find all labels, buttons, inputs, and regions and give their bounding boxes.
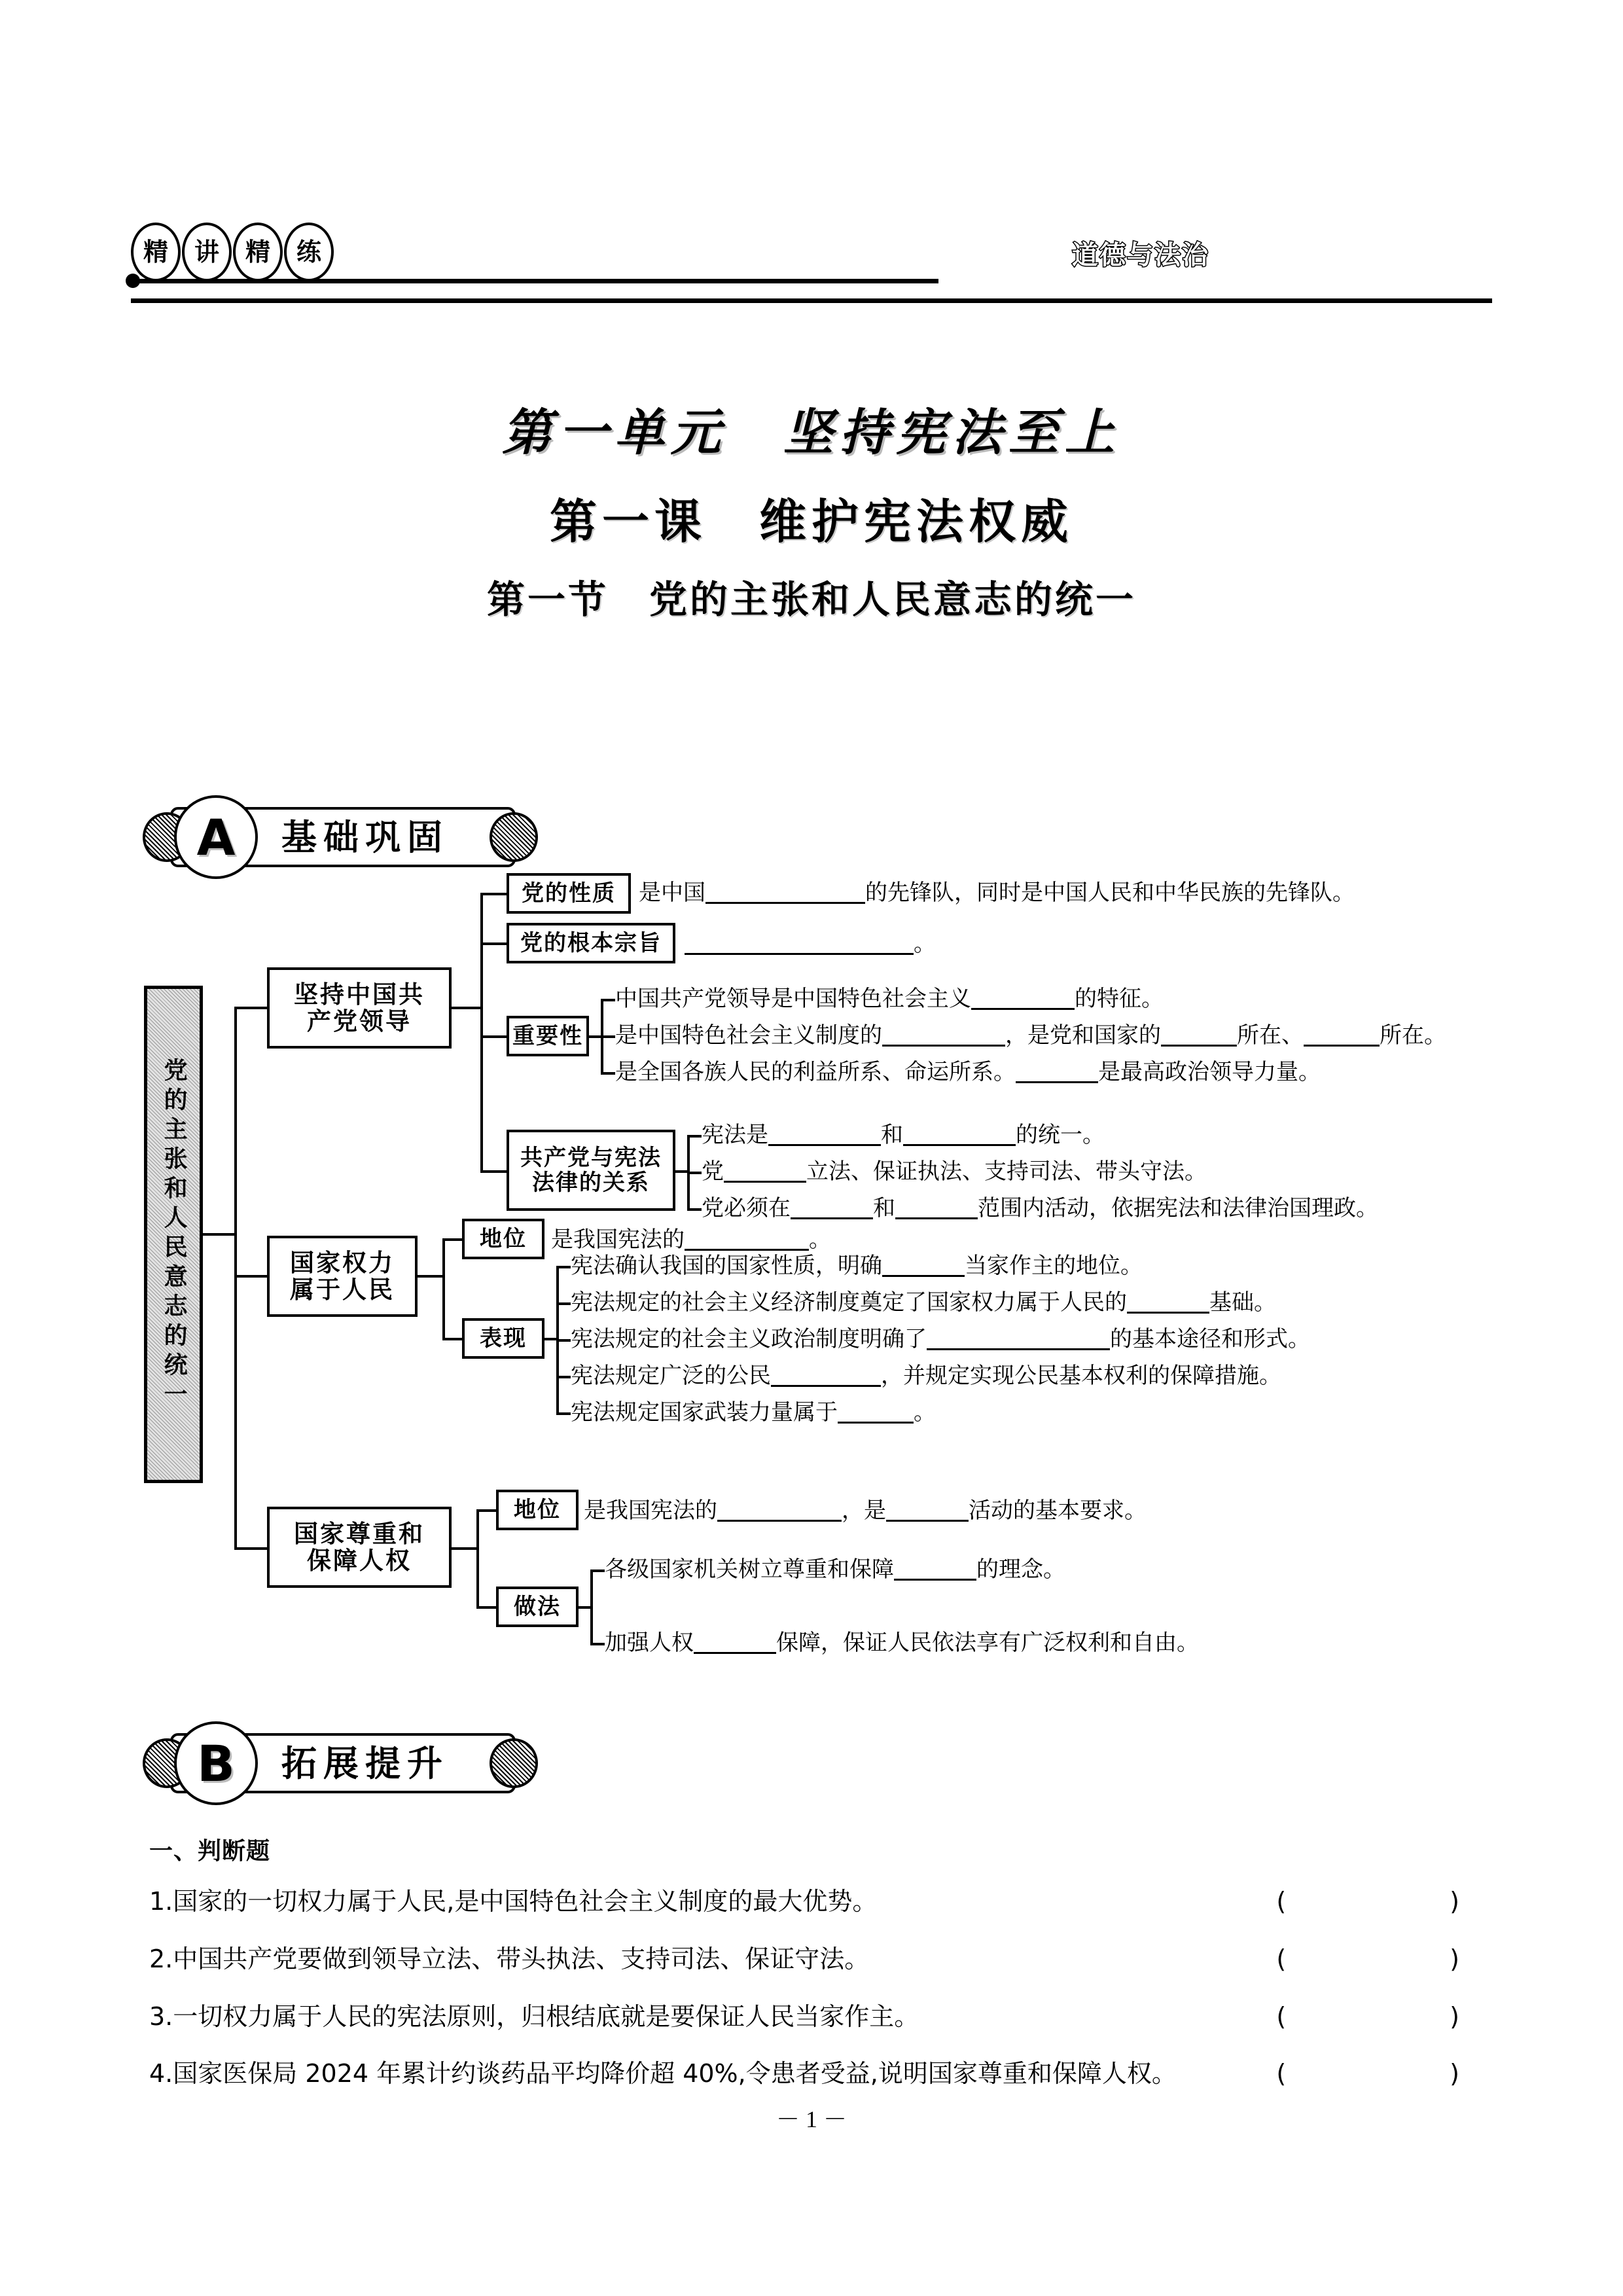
b2-line4-b: 的基本途径和形式。 [1110, 1327, 1310, 1352]
mindmap-node-importance: 重要性 [507, 1016, 589, 1056]
connector-b3-l3 [590, 1643, 605, 1645]
badge-a-right-ornament-icon [490, 812, 538, 862]
b1-line6-a: 宪法是 [702, 1123, 768, 1147]
connector-branch3 [234, 1547, 268, 1550]
b1-n4-line1: 共产党与宪法 [520, 1144, 662, 1171]
b3-line1-blank2[interactable] [886, 1520, 969, 1522]
question-3-answer-box[interactable]: ( ) [1276, 2001, 1497, 2031]
b1-line6-blank1[interactable] [768, 1144, 881, 1146]
section-title: 第一节 党的主张和人民意志的统一 [486, 577, 1136, 622]
connector-branch3-out [452, 1547, 479, 1550]
b2-line5-b: ，并规定实现公民基本权利的保障措施。 [881, 1364, 1281, 1388]
mindmap-node-status-human-rights: 地位 [496, 1490, 579, 1530]
b1-line1-b: 的先锋队，同时是中国人民和中华民族的先锋队。 [865, 881, 1355, 905]
question-1-answer-box[interactable]: ( ) [1276, 1887, 1497, 1916]
b1-line3-blank1[interactable] [971, 1008, 1075, 1010]
mindmap-node-status-power: 地位 [462, 1219, 544, 1259]
b1-line8 [702, 1198, 1378, 1220]
mindmap-node-practice: 做法 [496, 1587, 579, 1627]
badge-b-label: 拓展提升 [281, 1742, 449, 1784]
mindmap-node-branch1 [267, 967, 452, 1049]
question-1-text: 1.国家的一切权力属于人民,是中国特色社会主义制度的最大优势。 [149, 1887, 878, 1916]
brand-char-0: 精 [131, 223, 181, 281]
b1-line4-b: ，是党和国家的 [1005, 1024, 1161, 1048]
connector-b1-l4 [601, 1035, 615, 1038]
b1-line3-a: 中国共产党领导是中国特色社会主义 [615, 987, 971, 1011]
connector-b2-l4 [556, 1339, 571, 1342]
mindmap-node-branch3 [267, 1507, 452, 1588]
b1-line8-blank1[interactable] [791, 1217, 873, 1219]
b2-line5-blank1[interactable] [771, 1385, 881, 1387]
b1-line6-c: 的统一。 [1016, 1123, 1105, 1147]
connector-branch2-spine [442, 1238, 445, 1340]
b2-line5 [571, 1365, 1281, 1388]
question-2-answer-box[interactable]: ( ) [1276, 1944, 1497, 1973]
badge-a-letter: A [174, 795, 258, 879]
b2-line6-blank1[interactable] [838, 1422, 914, 1424]
b3-line3 [605, 1632, 1199, 1655]
mindmap [131, 870, 1505, 1702]
connector-b1-l3 [601, 999, 615, 1001]
b1-line3-b: 的特征。 [1075, 987, 1164, 1011]
b1-line6-blank2[interactable] [903, 1144, 1016, 1146]
subject-label: 道德与法治 [1072, 240, 1209, 270]
questions-section [149, 1833, 1497, 2118]
b2-line1 [551, 1229, 831, 1251]
branch3-title-line1: 国家尊重和 [294, 1519, 425, 1548]
b2-line3-blank1[interactable] [1127, 1312, 1209, 1314]
branch2-title-line2: 属于人民 [290, 1276, 395, 1304]
b2-line2 [571, 1255, 1143, 1278]
mindmap-root-node: 党的主张和人民意志的统一 [144, 986, 203, 1483]
branch2-title-line1: 国家权力 [290, 1248, 395, 1277]
brand-char-3: 练 [284, 223, 334, 281]
connector-b2-n1 [442, 1238, 465, 1241]
b3-line1-blank1[interactable] [717, 1520, 842, 1522]
b2-line6-a: 宪法规定国家武装力量属于 [571, 1401, 838, 1425]
mindmap-node-party-constitution-relation [507, 1130, 675, 1211]
b1-line4-blank1[interactable] [882, 1045, 1005, 1047]
connector-b1-n4 [480, 1170, 508, 1173]
b1-line7-blank1[interactable] [724, 1181, 806, 1183]
connector-b1-n2 [480, 942, 508, 945]
b3-line3-a: 加强人权 [605, 1631, 694, 1655]
b1-line5-blank1[interactable] [1016, 1081, 1098, 1083]
b2-line3-a: 宪法规定的社会主义经济制度奠定了国家权力属于人民的 [571, 1291, 1127, 1315]
b1-line8-a: 党必须在 [702, 1196, 791, 1221]
question-item [149, 1888, 1497, 1916]
connector-branch1-spine [480, 893, 483, 1170]
b2-line2-a: 宪法确认我国的国家性质，明确 [571, 1254, 882, 1278]
connector-b2-l2 [556, 1266, 571, 1268]
branch3-title-line2: 保障人权 [307, 1547, 412, 1575]
b1-line3 [615, 988, 1164, 1011]
brand-logo [131, 223, 334, 281]
connector-b2-l3 [556, 1302, 571, 1305]
b1-line5-b: 是最高政治领导力量。 [1098, 1060, 1321, 1085]
b2-line5-a: 宪法规定广泛的公民 [571, 1364, 771, 1388]
connector-b2-n2 [442, 1338, 465, 1340]
b2-line4 [571, 1329, 1310, 1351]
connector-b1-l8 [687, 1208, 702, 1211]
b3-line3-b: 保障，保证人民依法享有广泛权利和自由。 [776, 1631, 1199, 1655]
b2-line6-b: 。 [914, 1401, 936, 1425]
brand-char-1: 讲 [182, 223, 232, 281]
badge-section-a [131, 795, 550, 874]
connector-root-out [202, 1233, 236, 1236]
question-item [149, 2003, 1497, 2031]
badge-a-label: 基础巩固 [281, 816, 449, 858]
b3-line2 [605, 1559, 1065, 1581]
question-4-answer-box[interactable]: ( ) [1276, 2059, 1497, 2089]
connector-b2-l5 [556, 1376, 571, 1378]
header-rule-upper [134, 279, 938, 283]
connector-b1-l7 [687, 1172, 702, 1174]
mindmap-node-party-purpose: 党的根本宗旨 [507, 923, 675, 963]
b3-line2-blank1[interactable] [894, 1579, 976, 1581]
b1-line4-a: 是中国特色社会主义制度的 [615, 1024, 882, 1048]
b1-line8-blank2[interactable] [895, 1217, 978, 1219]
b2-line3 [571, 1292, 1276, 1314]
b2-line1-b: 。 [809, 1228, 831, 1252]
connector-branch1-out [452, 1007, 483, 1009]
b3-line1-a: 是我国宪法的 [584, 1499, 717, 1523]
connector-b1-l5 [601, 1072, 615, 1075]
b2-line6 [571, 1402, 936, 1424]
b1-line4-c: 所在、 [1237, 1024, 1304, 1048]
b1-line8-b: 和 [873, 1196, 895, 1221]
b1-line2-b: 。 [914, 932, 936, 956]
questions-heading: 一、判断题 [149, 1838, 271, 1865]
connector-b2-l6 [556, 1412, 571, 1415]
b1-n4-line2: 法律的关系 [532, 1170, 650, 1196]
badge-b-letter: B [174, 1721, 258, 1805]
b2-line2-blank1[interactable] [882, 1275, 965, 1277]
b1-line4-blank3[interactable] [1304, 1045, 1380, 1047]
b3-line1 [584, 1500, 1147, 1522]
page-number: － 1 － [776, 2106, 847, 2132]
connector-branch2-out [418, 1275, 445, 1278]
b1-line4-d: 所在。 [1380, 1024, 1446, 1048]
connector-b3-n2 [476, 1606, 499, 1609]
question-4-text: 4.国家医保局 2024 年累计约谈药品平均降价超 40%,令患者受益,说明国家尊重和保障人权。 [149, 2059, 1177, 2089]
b1-line5 [615, 1062, 1321, 1084]
b1-line2 [685, 933, 936, 956]
b1-line7 [702, 1161, 1207, 1183]
branch1-title-line2: 产党领导 [307, 1007, 412, 1035]
mindmap-node-manifestation: 表现 [462, 1318, 544, 1359]
b2-line4-blank1[interactable] [927, 1348, 1110, 1350]
b1-line8-c: 范围内活动，依据宪法和法律治国理政。 [978, 1196, 1378, 1221]
b3-line2-b: 的理念。 [976, 1558, 1065, 1582]
connector-branch3-spine [476, 1509, 479, 1609]
question-item [149, 1946, 1497, 1973]
b2-line4-a: 宪法规定的社会主义政治制度明确了 [571, 1327, 927, 1352]
badge-b-right-ornament-icon [490, 1738, 538, 1788]
brand-char-2: 精 [233, 223, 283, 281]
branch1-title-line1: 坚持中国共 [294, 980, 425, 1009]
b3-line2-a: 各级国家机关树立尊重和保障 [605, 1558, 894, 1582]
connector-b3-l2 [590, 1570, 605, 1572]
unit-title: 第一单元 坚持宪法至上 [502, 403, 1121, 461]
b3-line3-blank1[interactable] [694, 1652, 776, 1654]
b1-line1-blank1[interactable] [705, 902, 865, 904]
b1-line4 [615, 1025, 1446, 1047]
b2-line2-b: 当家作主的地位。 [965, 1254, 1143, 1278]
question-3-text: 3.一切权力属于人民的宪法原则，归根结底就是要保证人民当家作主。 [149, 2001, 919, 2031]
b1-line7-a: 党 [702, 1160, 724, 1184]
mindmap-node-party-nature: 党的性质 [507, 873, 631, 914]
badge-section-b [131, 1721, 550, 1800]
b2-line3-b: 基础。 [1209, 1291, 1276, 1315]
b1-line1-a: 是中国 [639, 881, 705, 905]
b1-line7-b: 立法、保证执法、支持司法、带头守法。 [806, 1160, 1207, 1184]
question-item [149, 2060, 1497, 2088]
b1-line4-blank2[interactable] [1161, 1045, 1237, 1047]
connector-b3-n1 [476, 1509, 499, 1512]
title-block [0, 393, 1623, 624]
lesson-title: 第一课 维护宪法权威 [549, 494, 1073, 549]
connector-b1-n1 [480, 893, 508, 895]
mindmap-node-branch2 [267, 1236, 418, 1317]
b1-line1 [639, 882, 1355, 905]
question-2-text: 2.中国共产党要做到领导立法、带头执法、支持司法、保证守法。 [149, 1944, 870, 1973]
b1-line6 [702, 1124, 1105, 1147]
connector-branch1 [234, 1007, 268, 1009]
b1-line6-b: 和 [881, 1123, 903, 1147]
connector-b3-n2-spine [590, 1570, 593, 1644]
connector-b1-l6 [687, 1135, 702, 1138]
connector-branch2 [234, 1275, 268, 1278]
b3-line1-c: 活动的基本要求。 [969, 1499, 1147, 1523]
b3-line1-b: ，是 [842, 1499, 886, 1523]
b2-line1-a: 是我国宪法的 [551, 1228, 685, 1252]
b2-line1-blank1[interactable] [685, 1249, 809, 1251]
connector-b1-n3 [480, 1035, 508, 1038]
page-header [131, 216, 1492, 308]
header-rule-lower [131, 298, 1492, 303]
b1-line5-a: 是全国各族人民的利益所系、命运所系。 [615, 1060, 1016, 1085]
b1-line2-blank1[interactable] [685, 953, 914, 955]
